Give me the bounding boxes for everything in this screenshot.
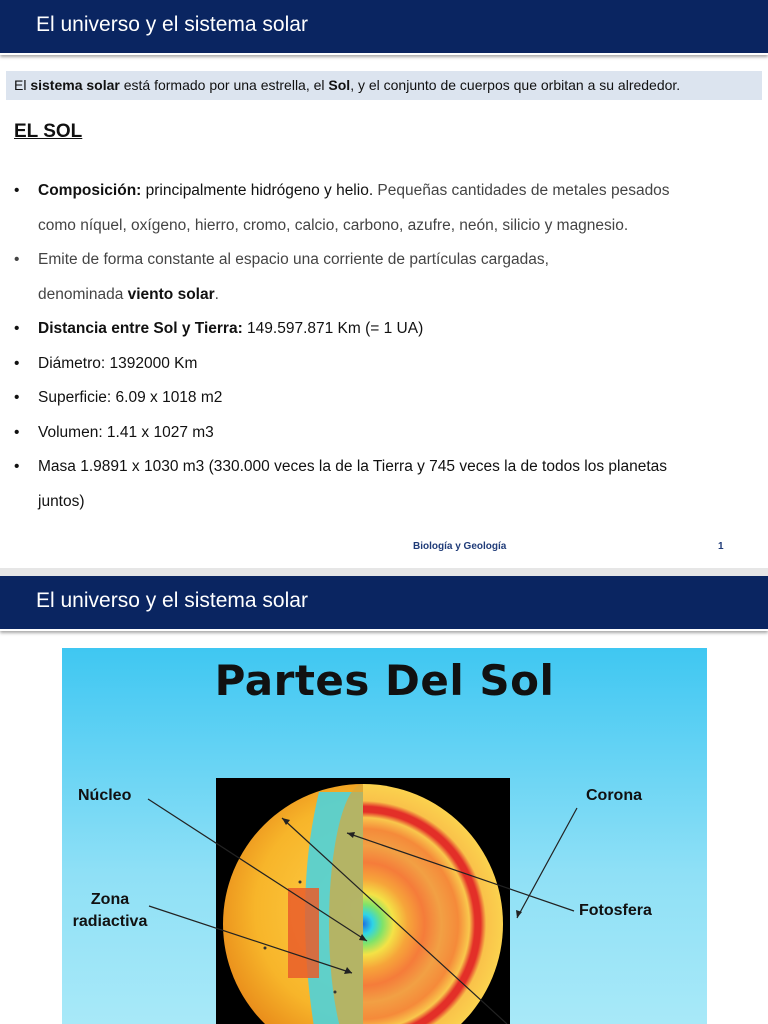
superficie-text: Superficie: 6.09 x 1018 m2 [38, 389, 223, 406]
bullet-dot: • [14, 389, 20, 406]
slide-1-title-bar [0, 0, 768, 55]
intro-text-1: El [14, 77, 31, 93]
list-item-volumen [14, 416, 754, 451]
list-item-continuation [14, 278, 754, 313]
sun-facts-list [14, 174, 754, 519]
bullet-dot: • [14, 458, 20, 475]
list-item-composicion [14, 174, 754, 209]
bullet-dot: • [14, 182, 20, 199]
label-nucleo: Núcleo [78, 787, 132, 804]
footer-subject: Biología y Geología [413, 541, 507, 552]
distancia-value: 149.597.871 Km (= 1 UA) [242, 320, 424, 337]
figure-title: Partes Del Sol [214, 656, 555, 705]
composicion-grey-text: Pequeñas cantidades de metales pesados [373, 182, 670, 199]
slide-2 [0, 576, 768, 1024]
list-item-superficie [14, 381, 754, 416]
composicion-text: principalmente hidrógeno y helio. [141, 182, 374, 199]
composicion-continuation: como níquel, oxígeno, hierro, cromo, calcio, carbono, azufre, neón, silicio y magnesio. [38, 216, 629, 234]
masa-text: Masa 1.9891 x 1030 m3 (330.000 veces la de la Tierra y 745 veces la de todos los planetas [38, 458, 667, 475]
list-item-diametro [14, 347, 754, 382]
sun-parts-figure [62, 648, 707, 1024]
distancia-label: Distancia entre Sol y Tierra: [38, 320, 243, 337]
slide-1-title: El universo y el sistema solar [36, 13, 308, 36]
label-zona-line-1: Zona [90, 891, 130, 908]
section-heading-el-sol: EL SOL [14, 121, 83, 142]
list-item-continuation [14, 209, 754, 244]
list-item-distancia [14, 312, 754, 347]
list-item-masa [14, 450, 754, 485]
viento-solar-period: . [214, 285, 219, 303]
label-leader-lines [62, 648, 707, 1024]
viento-solar-bold: viento solar [127, 285, 215, 303]
label-zona-radiactiva [66, 889, 154, 933]
intro-bold-sol: Sol [328, 77, 351, 93]
slide-separator [0, 568, 768, 576]
masa-continuation: juntos) [38, 492, 85, 510]
label-fotosfera: Fotosfera [579, 902, 652, 919]
slide-2-title: El universo y el sistema solar [36, 589, 308, 612]
intro-text-3: , y el conjunto de cuerpos que orbitan a su alrededor. [350, 77, 681, 93]
diametro-text: Diámetro: 1392000 Km [38, 354, 198, 372]
list-item-continuation [14, 485, 754, 520]
viento-solar-continuation: denominada [38, 285, 128, 303]
label-zona-line-2: radiactiva [72, 913, 148, 930]
intro-text-2: está formado por una estrella, el [119, 77, 329, 93]
composicion-label: Composición: [38, 182, 142, 199]
bullet-dot: • [14, 251, 20, 268]
viento-solar-text: Emite de forma constante al espacio una corriente de partículas cargadas, [38, 251, 549, 268]
slide-2-title-bar [0, 576, 768, 631]
bullet-dot: • [14, 354, 20, 372]
volumen-text: Volumen: 1.41 x 1027 m3 [38, 423, 214, 441]
bullet-dot: • [14, 320, 20, 337]
label-corona: Corona [586, 787, 642, 804]
list-item-viento-solar [14, 243, 754, 278]
intro-statement [6, 71, 762, 100]
bullet-dot: • [14, 423, 20, 441]
page-number: 1 [718, 541, 724, 552]
intro-bold-sistema-solar: sistema solar [30, 77, 120, 93]
